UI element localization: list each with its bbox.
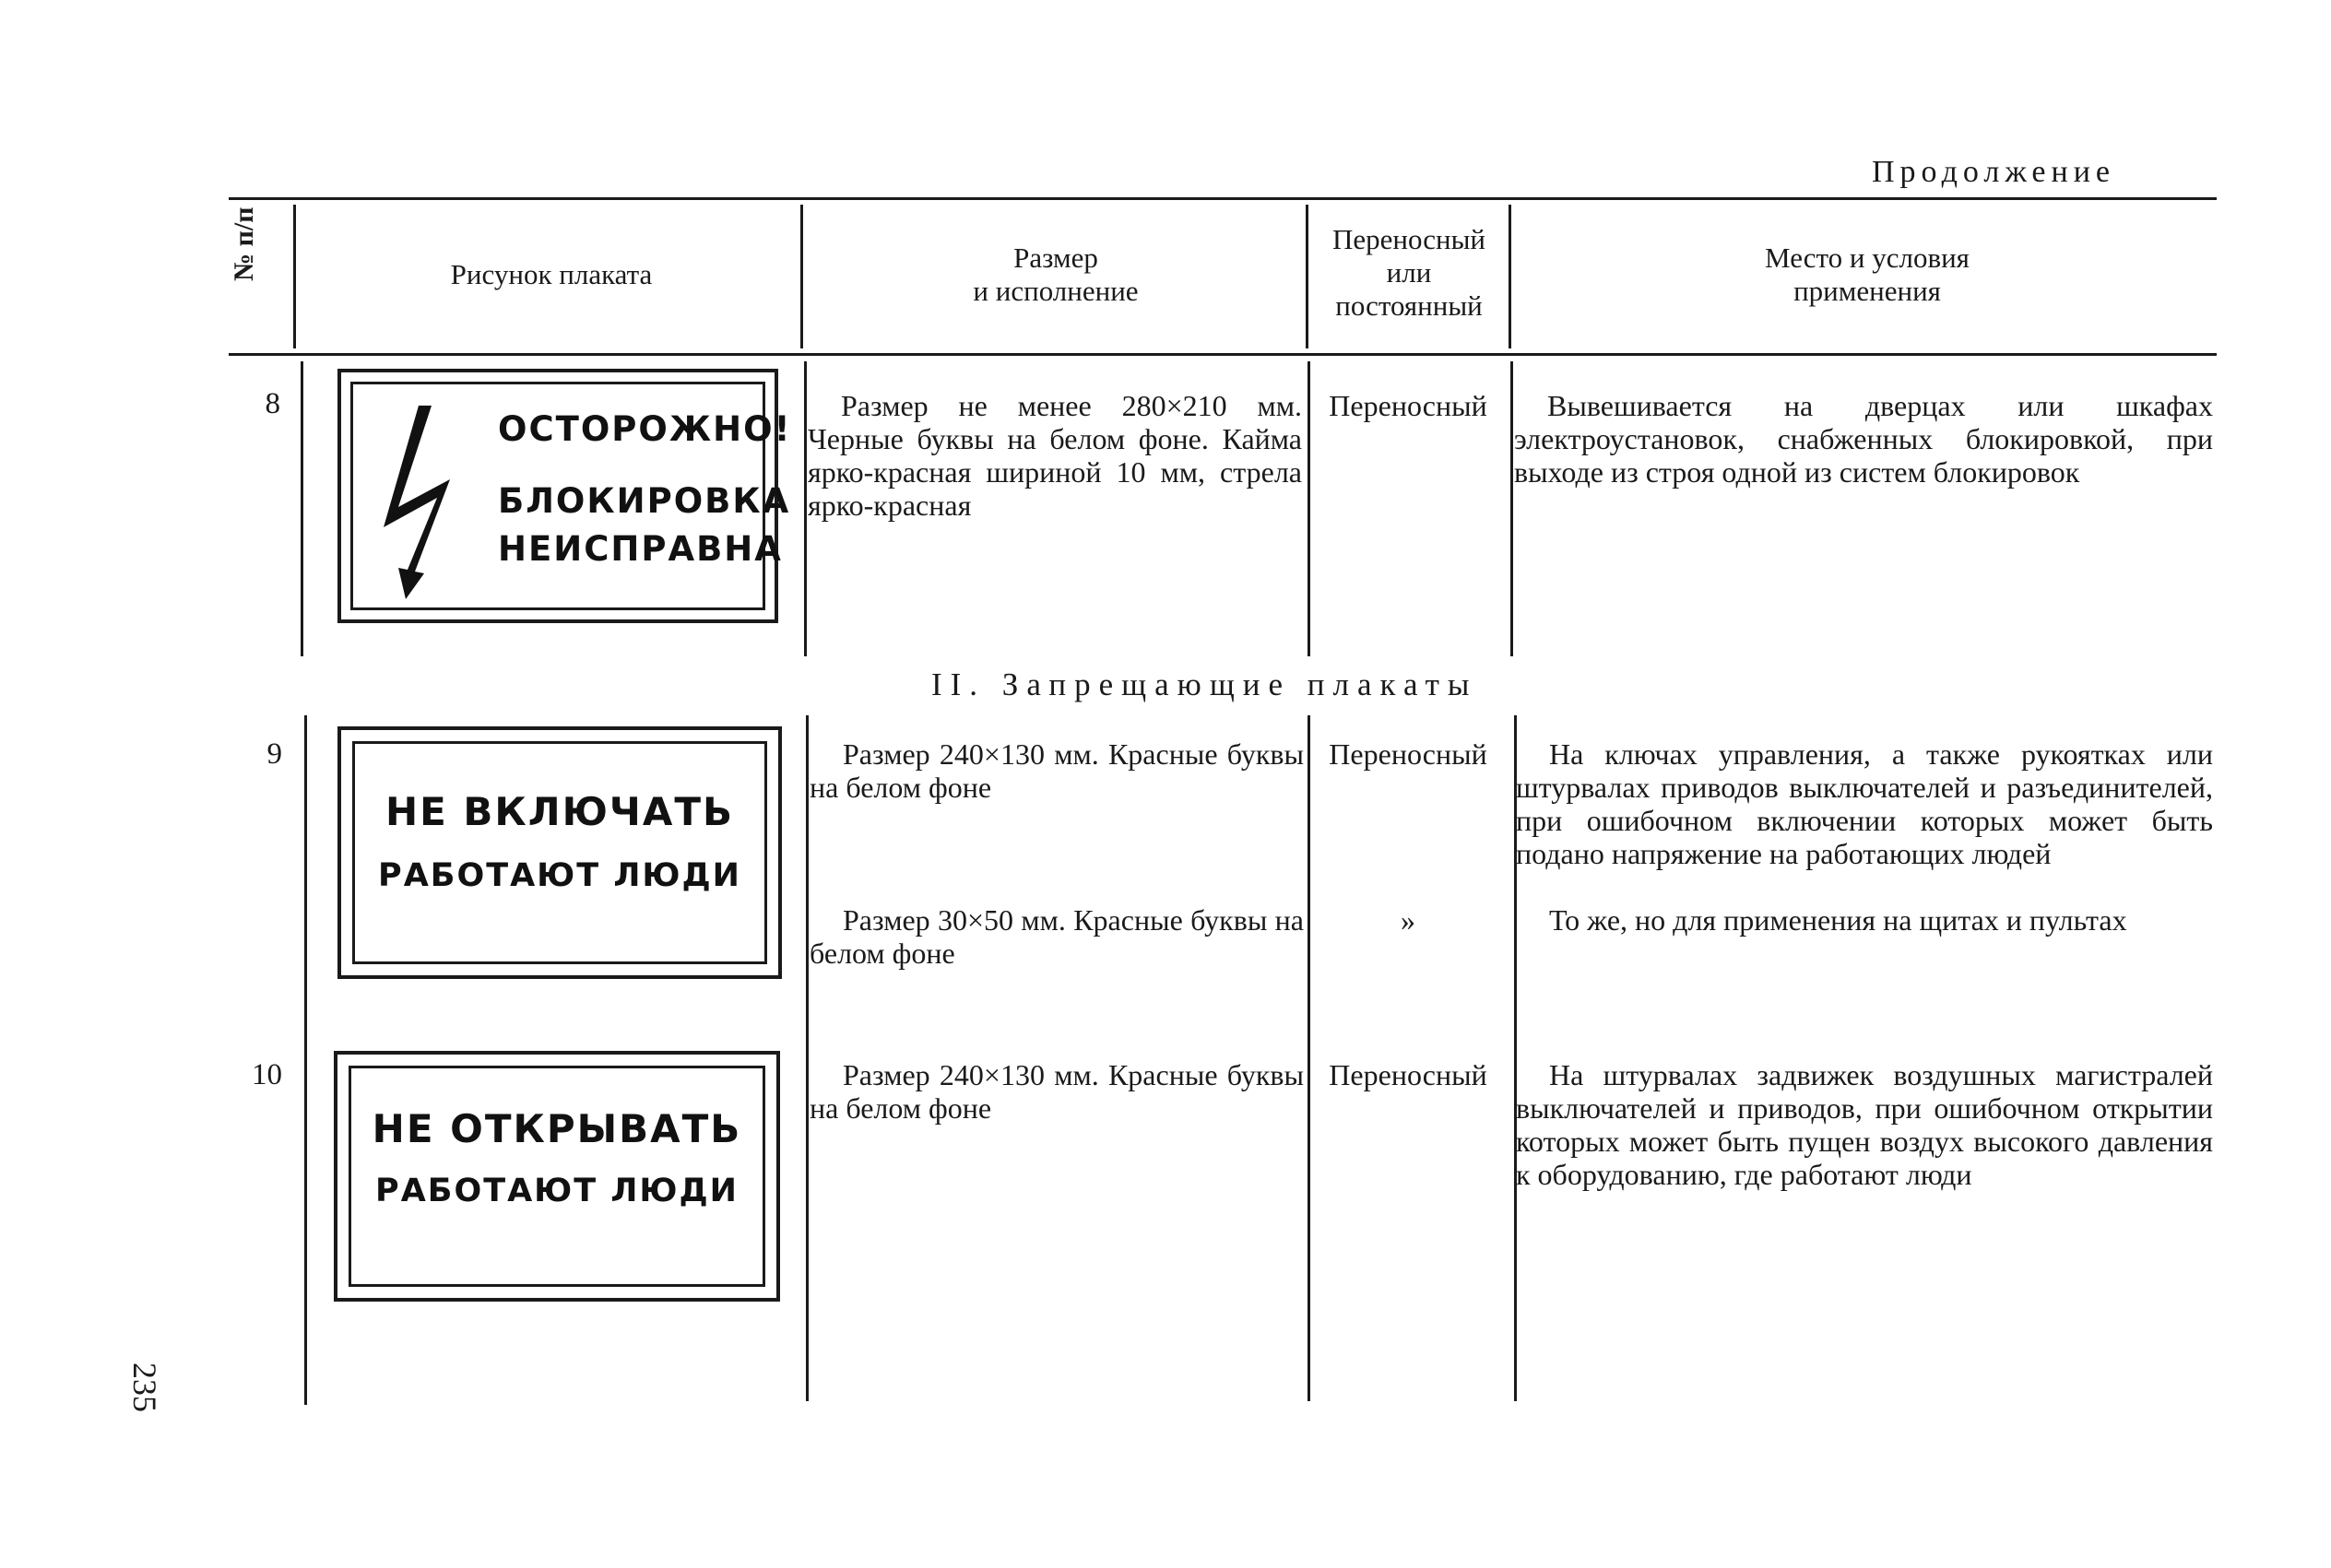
header-number: № п/п <box>229 206 259 281</box>
poster-line-people-working: РАБОТАЮТ ЛЮДИ <box>378 857 741 894</box>
col-sep-1-body-b <box>304 715 307 1405</box>
row9-place-alt: То же, но для применения на щитах и пультах <box>1549 903 2127 937</box>
col-sep-1-body-a <box>301 361 303 656</box>
header-type-line3: постоянный <box>1335 289 1483 322</box>
poster-caution-blocking <box>337 369 792 623</box>
col-sep-2-header <box>800 205 803 348</box>
header-type-line1: Переносный <box>1331 223 1486 255</box>
col-sep-2-body-a <box>804 361 807 656</box>
row9-place: На ключах управления, а также рукоятках или штурвалах приводов выключателей и разъединителей, при ошибочном включении которых может быть подано напряжение на работающих людей <box>1516 737 2213 870</box>
header-size-line2: и исполнение <box>973 275 1139 307</box>
row8-place: Вывешивается на дверцах или шкафах электроустановок, снабженных блокировкой, при выходе из строя одной из систем блокировок <box>1514 389 2213 489</box>
poster-line-blocking: БЛОКИРОВКА <box>498 481 791 521</box>
row8-type: Переносный <box>1329 389 1487 422</box>
table-top-rule <box>229 197 2217 200</box>
poster-do-not-open <box>334 1051 780 1302</box>
poster-line-people-working: РАБОТАЮТ ЛЮДИ <box>375 1173 739 1209</box>
header-bottom-rule <box>229 353 2217 356</box>
header-size-line1: Размер <box>1013 242 1098 274</box>
poster-line-do-not-open: НЕ ОТКРЫВАТЬ <box>372 1106 742 1151</box>
header-type <box>1309 223 1509 323</box>
header-size <box>811 242 1300 308</box>
col-sep-4-header <box>1509 205 1511 348</box>
poster-line-caution: ОСТОРОЖНО! <box>498 409 792 449</box>
header-type-line2: или <box>1386 256 1432 289</box>
col-sep-1-header <box>293 205 296 348</box>
poster-do-not-switch-on <box>337 726 782 979</box>
col-sep-3-header <box>1306 205 1308 348</box>
header-place-line1: Место и условия <box>1765 242 1970 274</box>
poster-line-faulty: НЕИСПРАВНА <box>498 529 783 569</box>
row-number-8: 8 <box>265 387 280 420</box>
header-picture: Рисунок плаката <box>450 258 653 290</box>
row9-type: Переносный <box>1329 737 1487 771</box>
row9-size: Размер 240×130 мм. Красные буквы на белом фоне <box>810 737 1304 804</box>
col-sep-4-body-a <box>1510 361 1513 656</box>
poster-inner-frame <box>352 741 767 964</box>
page-number: 235 <box>126 1362 163 1412</box>
row8-size: Размер не менее 280×210 мм. Черные буквы на белом фоне. Кайма ярко-красная шириной 10 мм, стрела ярко-красная <box>808 389 1302 522</box>
section-title: II. Запрещающие плакаты <box>931 666 1478 702</box>
row10-size: Размер 240×130 мм. Красные буквы на белом фоне <box>810 1058 1304 1125</box>
poster-line-do-not-switch-on: НЕ ВКЛЮЧАТЬ <box>385 789 735 834</box>
row10-place: На штурвалах задвижек воздушных магистралей выключателей и приводов, при ошибочном открытии которых может быть пущен воздух высокого давления к оборудованию, где работают люди <box>1516 1058 2213 1191</box>
col-sep-2-body-b <box>806 715 809 1401</box>
row9-size-alt: Размер 30×50 мм. Красные буквы на белом фоне <box>810 903 1304 970</box>
header-place-line2: применения <box>1793 275 1941 307</box>
continuation-label: Продолжение <box>1872 155 2116 189</box>
row10-type: Переносный <box>1329 1058 1487 1091</box>
lightning-arrow-icon <box>378 406 470 599</box>
header-place <box>1521 242 2213 308</box>
row-number-10: 10 <box>252 1058 282 1091</box>
row-number-9: 9 <box>266 737 282 771</box>
row9-type-alt: » <box>1401 903 1415 937</box>
